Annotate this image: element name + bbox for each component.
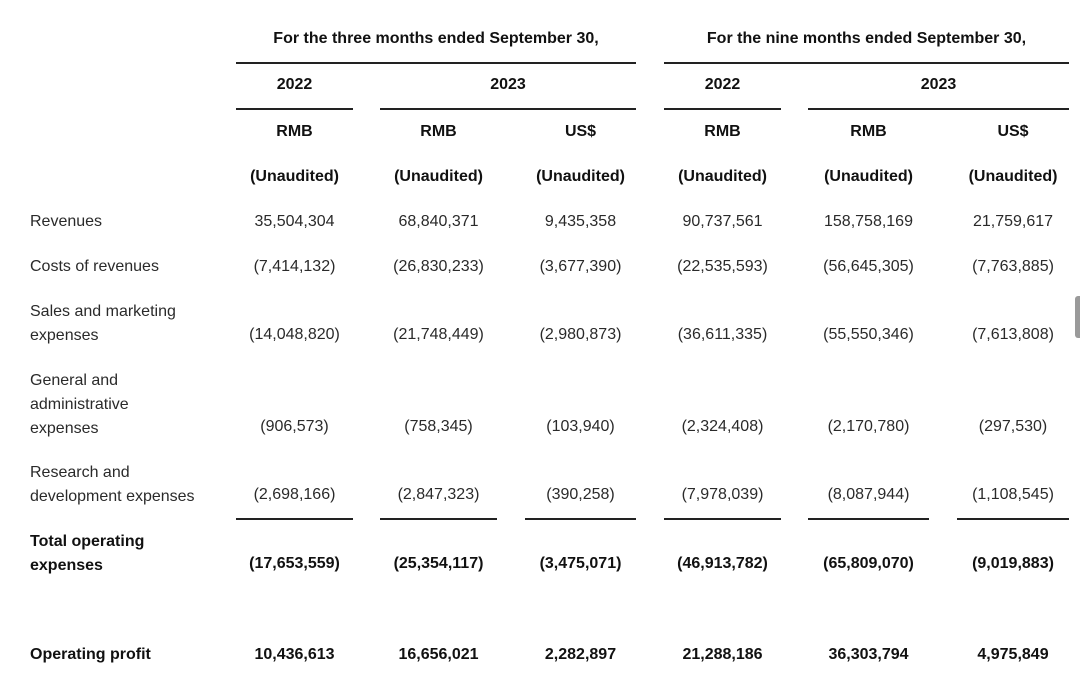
currency-header: US$ xyxy=(997,123,1029,140)
table-cell: (7,763,885) xyxy=(972,258,1054,275)
table-cell: (2,170,780) xyxy=(827,418,910,435)
audit-status-header: (Unaudited) xyxy=(536,168,625,185)
currency-header: US$ xyxy=(564,123,597,140)
currency-header: RMB xyxy=(276,123,313,140)
year-rule xyxy=(380,108,636,110)
audit-status-header: (Unaudited) xyxy=(394,168,483,185)
table-cell: (3,475,071) xyxy=(539,555,622,572)
table-cell: 9,435,358 xyxy=(544,213,617,230)
table-cell: (22,535,593) xyxy=(677,258,768,275)
table-cell: 4,975,849 xyxy=(977,646,1049,663)
audit-status-header: (Unaudited) xyxy=(678,168,767,185)
row-label-research-and-development: Research and development expenses xyxy=(30,464,195,505)
audit-status-header: (Unaudited) xyxy=(250,168,339,185)
table-cell: (2,324,408) xyxy=(681,418,764,435)
table-cell: (758,345) xyxy=(404,418,473,435)
table-cell: (3,677,390) xyxy=(539,258,622,275)
table-cell: 158,758,169 xyxy=(824,213,913,230)
row-label-total-operating-expenses: Total operating expenses xyxy=(30,533,145,574)
table-cell: (14,048,820) xyxy=(249,326,340,343)
year-rule xyxy=(808,108,1069,110)
table-cell: (7,613,808) xyxy=(972,326,1054,343)
year-header: 2023 xyxy=(920,76,957,93)
table-cell: (7,414,132) xyxy=(253,258,336,275)
audit-status-header: (Unaudited) xyxy=(824,168,913,185)
row-label-general-and-administrative: General and administrative expenses xyxy=(30,372,129,437)
table-cell: (46,913,782) xyxy=(677,555,768,572)
table-cell: 16,656,021 xyxy=(398,646,479,663)
currency-header: RMB xyxy=(420,123,457,140)
subtotal-rule xyxy=(525,518,636,520)
currency-header: RMB xyxy=(850,123,887,140)
table-cell: 10,436,613 xyxy=(254,646,335,663)
table-cell: 36,303,794 xyxy=(828,646,909,663)
table-cell: (1,108,545) xyxy=(972,486,1054,503)
table-cell: (103,940) xyxy=(546,418,615,435)
group-rule-nine-months xyxy=(664,62,1069,64)
table-cell: (21,748,449) xyxy=(393,326,484,343)
subtotal-rule xyxy=(380,518,497,520)
row-label-revenues: Revenues xyxy=(30,213,103,230)
year-rule xyxy=(664,108,781,110)
table-cell: (8,087,944) xyxy=(827,486,910,503)
table-cell: (390,258) xyxy=(546,486,615,503)
subtotal-rule xyxy=(957,518,1069,520)
table-cell: (297,530) xyxy=(978,418,1048,435)
subtotal-rule xyxy=(236,518,353,520)
row-label-operating-profit: Operating profit xyxy=(30,646,151,663)
table-cell: (56,645,305) xyxy=(823,258,914,275)
group-header-three-months: For the three months ended September 30, xyxy=(273,30,599,47)
table-cell: 90,737,561 xyxy=(682,213,763,230)
group-header-nine-months: For the nine months ended September 30, xyxy=(706,30,1027,47)
year-rule xyxy=(236,108,353,110)
table-cell: (36,611,335) xyxy=(677,326,768,343)
scrollbar-thumb[interactable] xyxy=(1075,296,1080,338)
year-header: 2022 xyxy=(276,76,313,93)
table-cell: (2,698,166) xyxy=(253,486,336,503)
table-cell: (65,809,070) xyxy=(823,555,914,572)
table-cell: (25,354,117) xyxy=(393,555,484,572)
table-cell: 68,840,371 xyxy=(398,213,479,230)
table-cell: (2,847,323) xyxy=(397,486,480,503)
year-header: 2023 xyxy=(490,76,526,93)
table-cell: (906,573) xyxy=(260,418,329,435)
table-cell: 2,282,897 xyxy=(544,646,617,663)
table-cell: 21,759,617 xyxy=(972,213,1054,230)
row-label-costs-of-revenues: Costs of revenues xyxy=(30,258,159,275)
currency-header: RMB xyxy=(704,123,741,140)
table-cell: (2,980,873) xyxy=(539,326,622,343)
table-cell: (9,019,883) xyxy=(972,555,1054,572)
group-rule-three-months xyxy=(236,62,636,64)
table-cell: 21,288,186 xyxy=(682,646,763,663)
row-label-sales-and-marketing: Sales and marketing expenses xyxy=(30,303,176,344)
table-cell: (7,978,039) xyxy=(681,486,764,503)
table-cell: (55,550,346) xyxy=(823,326,914,343)
table-cell: 35,504,304 xyxy=(254,213,335,230)
subtotal-rule xyxy=(808,518,929,520)
table-cell: (26,830,233) xyxy=(393,258,484,275)
audit-status-header: (Unaudited) xyxy=(968,168,1058,185)
table-cell: (17,653,559) xyxy=(249,555,340,572)
year-header: 2022 xyxy=(704,76,741,93)
subtotal-rule xyxy=(664,518,781,520)
